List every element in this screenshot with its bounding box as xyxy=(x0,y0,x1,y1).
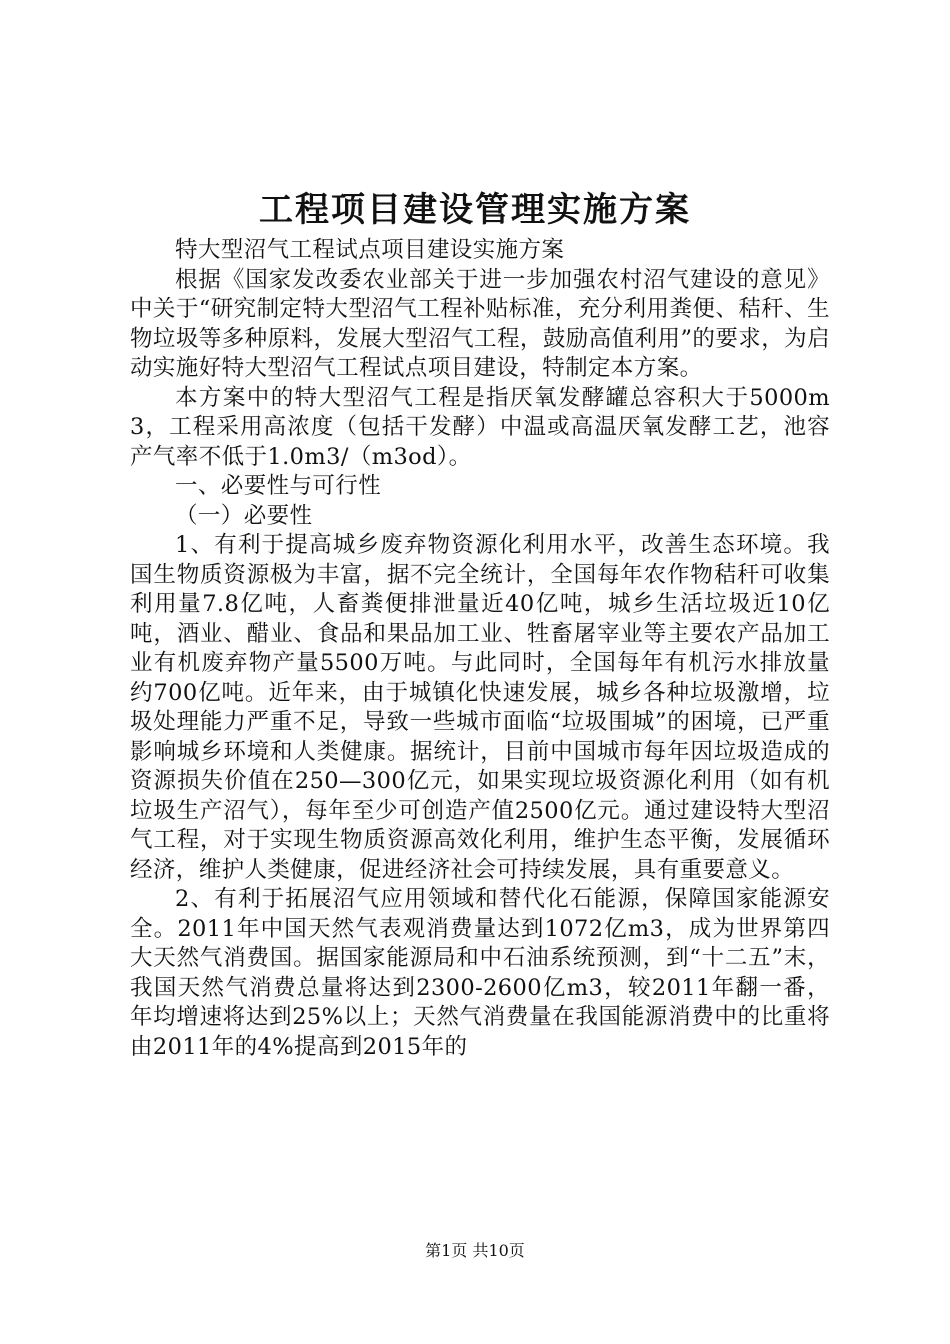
section-heading: 一、必要性与可行性 xyxy=(175,473,382,499)
subtitle-paragraph: 特大型沼气工程试点项目建设实施方案 xyxy=(175,237,565,263)
subsection-heading: （一）必要性 xyxy=(175,502,313,529)
body-paragraph: 2、有利于拓展沼气应用领域和替代化石能源，保障国家能源安全。2011年中国天然气表观消费量达到1072亿m3，成为世界第四大天然气消费国。据国家能源局和中石油系统预测，到“十二五”末，我国天然气消费总量将达到2300-2600亿m3，较2011年翻一番，年均增速将达到25%以上；天然气消费量在我国能源消费中的比重将由2011年的4%提高到2015年的 xyxy=(130,886,830,1060)
intro-paragraph: 根据《国家发改委农业部关于进一步加强农村沼气建设的意见》中关于“研究制定特大型沼气工程补贴标准，充分利用粪便、秸秆、生物垃圾等多种原料，发展大型沼气工程，鼓励高值利用”的要求，为启动实施好特大型沼气工程试点项目建设，特制定本方案。 xyxy=(130,266,830,381)
page-number: 第1页 共10页 xyxy=(425,1241,525,1260)
document-title: 工程项目建设管理实施方案 xyxy=(259,190,691,230)
definition-paragraph: 本方案中的特大型沼气工程是指厌氧发酵罐总容积大于5000m3，工程采用高浓度（包括干发酵）中温或高温厌氧发酵工艺，池容产气率不低于1.0m3/（m3od）。 xyxy=(130,384,830,470)
document-body xyxy=(130,236,830,1062)
body-paragraph: 1、有利于提高城乡废弃物资源化利用水平，改善生态环境。我国生物质资源极为丰富，据不完全统计，全国每年农作物秸秆可收集利用量7.8亿吨，人畜粪便排泄量近40亿吨，城乡生活垃圾近10亿吨，酒业、醋业、食品和果品加工业、牲畜屠宰业等主要农产品加工业有机废弃物产量5500万吨。与此同时，全国每年有机污水排放量约700亿吨。近年来，由于城镇化快速发展，城乡各种垃圾激增，垃圾处理能力严重不足，导致一些城市面临“垃圾围城”的困境，已严重影响城乡环境和人类健康。据统计，目前中国城市每年因垃圾造成的资源损失价值在250—300亿元，如果实现垃圾资源化利用（如有机垃圾生产沼气），每年至少可创造产值2500亿元。通过建设特大型沼气工程，对于实现生物质资源高效化利用，维护生态平衡，发展循环经济，维护人类健康，促进经济社会可持续发展，具有重要意义。 xyxy=(130,532,830,883)
